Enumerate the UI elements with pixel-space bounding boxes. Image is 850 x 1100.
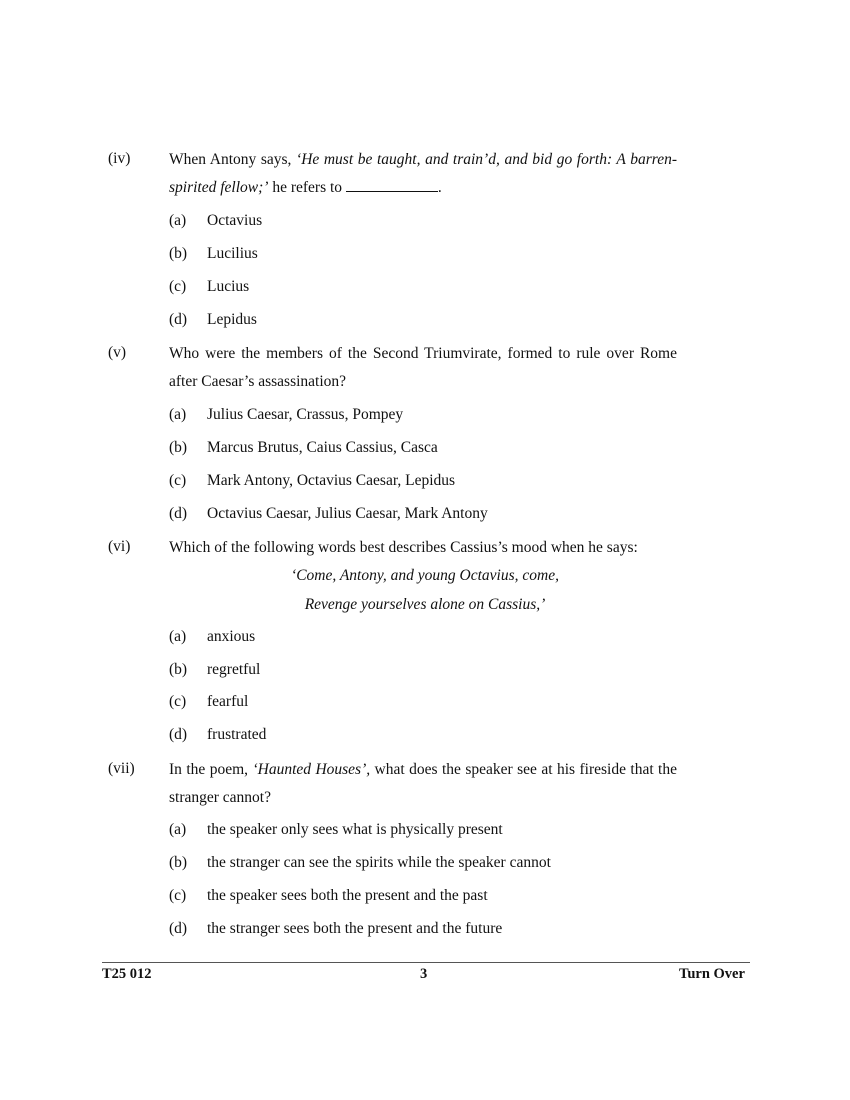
option bbox=[169, 854, 551, 872]
option-text: regretful bbox=[207, 661, 261, 678]
option bbox=[169, 278, 249, 296]
option bbox=[169, 628, 255, 646]
quote-line: ‘Come, Antony, and young Octavius, come, bbox=[291, 567, 559, 584]
option-text: frustrated bbox=[207, 726, 267, 743]
option bbox=[169, 726, 266, 744]
option-label: (d) bbox=[169, 726, 188, 743]
question-text-part: In the poem, bbox=[169, 761, 253, 778]
poem-title: ‘Haunted Houses’, bbox=[252, 761, 371, 778]
option-label: (a) bbox=[169, 628, 187, 645]
option-label: (a) bbox=[169, 212, 187, 229]
option bbox=[169, 212, 262, 230]
option-label: (a) bbox=[169, 406, 187, 423]
question-quote: ‘He must be taught, and train’d, and bid go forth: A barren-spirited fellow;’ bbox=[169, 151, 677, 196]
option-text: the speaker only sees what is physically present bbox=[207, 821, 503, 838]
option-label: (d) bbox=[169, 311, 188, 328]
option bbox=[169, 887, 488, 905]
question-number: (vii) bbox=[108, 760, 135, 777]
option-label: (b) bbox=[169, 439, 188, 456]
option-text: Lepidus bbox=[207, 311, 257, 328]
footer-divider bbox=[102, 962, 750, 963]
question-text bbox=[169, 146, 677, 202]
question-number: (iv) bbox=[108, 150, 131, 167]
option bbox=[169, 821, 503, 839]
option-label: (b) bbox=[169, 245, 188, 262]
option-text: Lucilius bbox=[207, 245, 258, 262]
option bbox=[169, 311, 257, 329]
question-text: Who were the members of the Second Triumvirate, formed to rule over Rome after Caesar’s assassination? bbox=[169, 345, 677, 390]
option-label: (d) bbox=[169, 920, 188, 937]
option-label: (c) bbox=[169, 472, 187, 489]
option bbox=[169, 505, 488, 523]
option-label: (c) bbox=[169, 278, 187, 295]
answer-blank bbox=[346, 177, 438, 192]
option bbox=[169, 406, 403, 424]
option-text: fearful bbox=[207, 693, 249, 710]
option-text: Lucius bbox=[207, 278, 250, 295]
quote-line: Revenge yourselves alone on Cassius,’ bbox=[304, 596, 546, 613]
option-text: the stranger sees both the present and the future bbox=[207, 920, 503, 937]
question-text-part: he refers to bbox=[268, 179, 346, 196]
turn-over-note: Turn Over bbox=[679, 966, 745, 982]
option-text: Marcus Brutus, Caius Cassius, Casca bbox=[207, 439, 438, 456]
option bbox=[169, 439, 438, 457]
question-number: (v) bbox=[108, 344, 127, 361]
option bbox=[169, 472, 455, 490]
option bbox=[169, 693, 248, 711]
option bbox=[169, 661, 260, 679]
option-label: (b) bbox=[169, 854, 188, 871]
question-text-part: . bbox=[437, 179, 442, 196]
question-text bbox=[169, 756, 677, 812]
option-label: (b) bbox=[169, 661, 188, 678]
question-text-part: When Antony says, bbox=[169, 151, 297, 168]
option-text: anxious bbox=[207, 628, 256, 645]
paper-code: T25 012 bbox=[102, 966, 152, 982]
question-text-part: what does the speaker see at his fireside that the stranger cannot? bbox=[169, 761, 677, 806]
option-label: (c) bbox=[169, 887, 187, 904]
option-text: Octavius bbox=[207, 212, 263, 229]
option-text: the speaker sees both the present and the past bbox=[207, 887, 488, 904]
option-label: (a) bbox=[169, 821, 187, 838]
option-text: Julius Caesar, Crassus, Pompey bbox=[207, 406, 404, 423]
option-text: Octavius Caesar, Julius Caesar, Mark Antony bbox=[207, 505, 488, 522]
option bbox=[169, 920, 502, 938]
option-label: (d) bbox=[169, 505, 188, 522]
question-number: (vi) bbox=[108, 538, 131, 555]
option bbox=[169, 245, 258, 263]
option-text: Mark Antony, Octavius Caesar, Lepidus bbox=[207, 472, 456, 489]
option-label: (c) bbox=[169, 693, 187, 710]
question-text: Which of the following words best describes Cassius’s mood when he says: bbox=[169, 539, 638, 556]
option-text: the stranger can see the spirits while the speaker cannot bbox=[207, 854, 551, 871]
page-number: 3 bbox=[420, 966, 428, 982]
